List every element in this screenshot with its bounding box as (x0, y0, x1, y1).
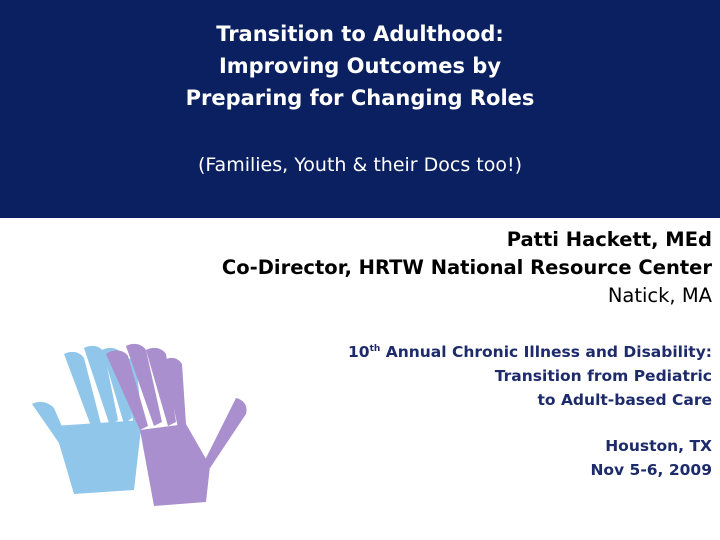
edition-number: 10 (348, 343, 370, 361)
conference-title-rest: Annual Chronic Illness and Disability: (380, 343, 712, 361)
conference-title-line-1 (348, 340, 712, 364)
edition-suffix: th (369, 344, 381, 354)
title-banner (0, 0, 720, 218)
conference-title-line-3: to Adult-based Care (537, 391, 712, 409)
presenter-location: Natick, MA (607, 284, 712, 307)
conference-title-line-2: Transition from Pediatric (494, 367, 712, 385)
title-line-1: Transition to Adulthood: (216, 22, 504, 46)
conference-city: Houston, TX (605, 437, 712, 455)
two-hands-logo-icon (14, 330, 264, 510)
slide-subtitle: (Families, Youth & their Docs too!) (197, 154, 523, 176)
conference-dates: Nov 5-6, 2009 (590, 461, 712, 479)
conference-info (348, 340, 712, 482)
title-line-3: Preparing for Changing Roles (185, 86, 535, 110)
presenter-info (222, 226, 712, 310)
title-line-2: Improving Outcomes by (218, 54, 502, 78)
presenter-role: Co-Director, HRTW National Resource Center (221, 256, 712, 279)
presenter-name: Patti Hackett, MEd (506, 228, 712, 251)
slide-title (0, 18, 720, 114)
